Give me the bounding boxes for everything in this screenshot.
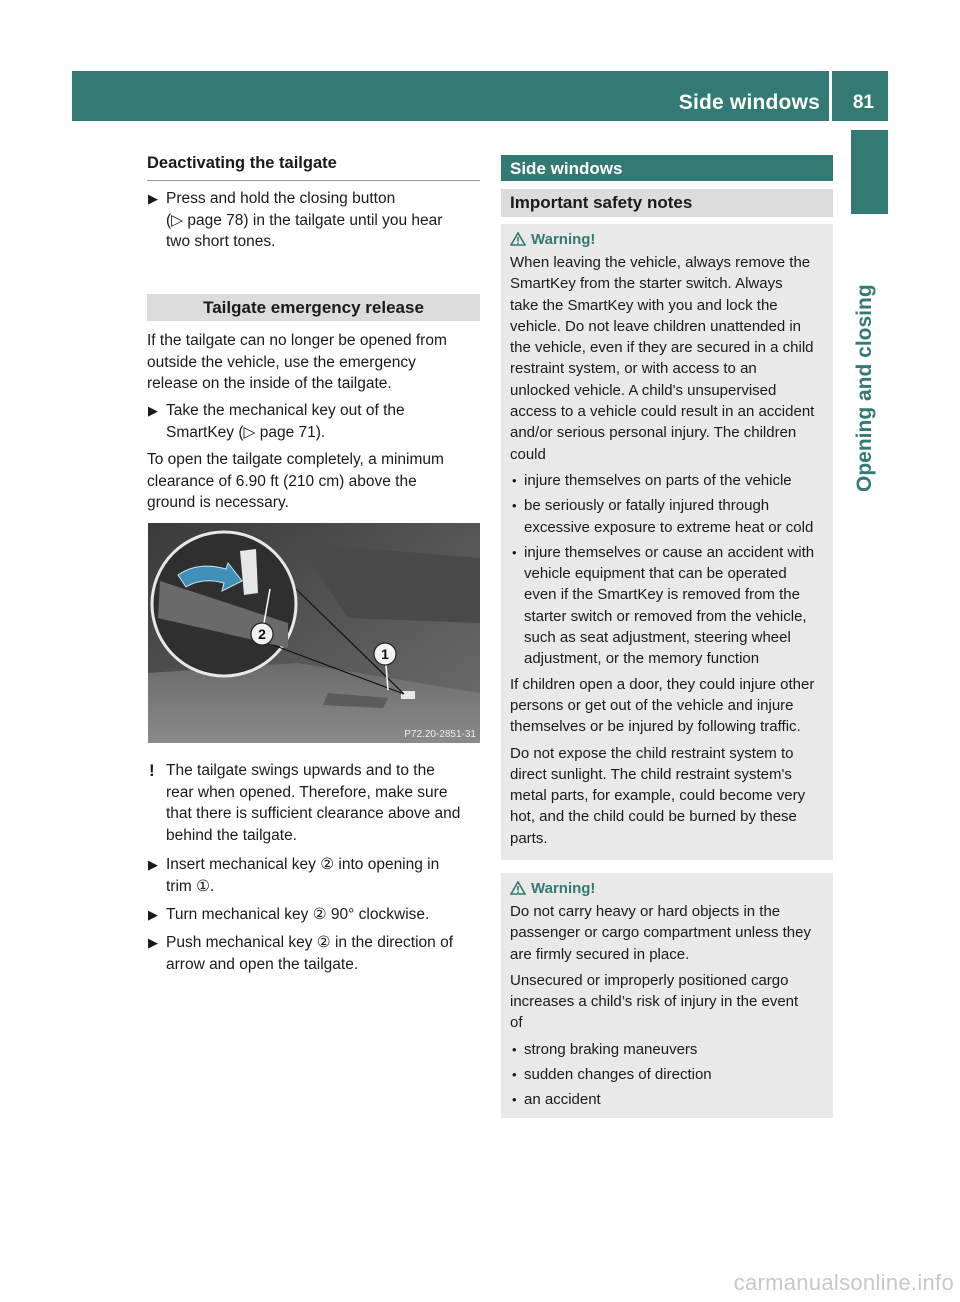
text-line: Take the mechanical key out of the <box>166 402 405 419</box>
notice-exclamation-icon: ! <box>149 761 155 780</box>
text-line: vehicle equipment that can be operated <box>524 565 787 583</box>
text-line: rear when opened. Therefore, make sure <box>166 783 448 801</box>
text-line: vehicle. Do not leave children unattended in <box>510 317 802 335</box>
warning1-bullet <box>510 470 826 491</box>
figure-code: P72.20-2851-31 <box>404 729 476 740</box>
page-number: 81 <box>852 92 874 113</box>
warning1-paragraph-3 <box>510 743 826 849</box>
text-line: persons or get out of the vehicle and injure <box>510 696 794 714</box>
text-line: take the SmartKey with you and lock the <box>510 296 778 314</box>
step-take-mechanical-key <box>147 400 480 443</box>
text-line: are firmly secured in place. <box>510 945 690 963</box>
step-insert-key <box>147 854 480 897</box>
text-line: passenger or cargo compartment unless they <box>510 924 811 942</box>
warning-title-text: Warning! <box>531 880 596 897</box>
text-line: two short tones. <box>166 233 276 250</box>
warning-box-cargo <box>501 873 833 1118</box>
text-line: trim ①. <box>166 877 215 895</box>
heading-tailgate-emergency-release <box>147 294 480 321</box>
text-line: hot, and the child could be burned by these <box>510 808 797 826</box>
warning-triangle-icon <box>510 232 526 246</box>
text-line: arrow and open the tailgate. <box>166 955 359 973</box>
text-line: be seriously or fatally injured through <box>524 497 770 515</box>
text-line: If children open a door, they could injure other <box>510 675 815 693</box>
text-line: Do not expose the child restraint system to <box>510 744 794 762</box>
text-line: adjustment, or the memory function <box>524 650 760 668</box>
text-line: If the tailgate can no longer be opened from <box>147 332 447 349</box>
step-push-key <box>147 932 480 975</box>
text-line: such as seat adjustment, steering wheel <box>524 629 791 647</box>
text-line: direct sunlight. The child restraint system's <box>510 765 792 783</box>
warning2-paragraph-2 <box>510 970 826 1034</box>
text-line: ground is necessary. <box>147 494 289 511</box>
step-arrow-icon: ▶ <box>148 907 158 922</box>
text-line: sudden changes of direction <box>524 1066 712 1084</box>
warning2-bullet <box>510 1064 826 1085</box>
text-line: and/or serious personal injury. The children <box>510 424 797 442</box>
warning2-bullet <box>510 1039 826 1060</box>
header-title: Side windows <box>678 91 820 114</box>
text-line: Do not carry heavy or hard objects in the <box>510 903 781 920</box>
warning2-paragraph-1 <box>510 901 826 965</box>
text-line: Press and hold the closing button <box>166 190 396 207</box>
subsection-important-safety-notes: Important safety notes <box>501 189 833 217</box>
step-arrow-icon: ▶ <box>148 935 158 950</box>
text-line: To open the tailgate completely, a minimum <box>147 451 444 468</box>
heading-text: Tailgate emergency release <box>203 298 424 317</box>
footer-watermark: carmanualsonline.info <box>733 1270 954 1295</box>
side-tab-block <box>851 130 888 214</box>
text-line: increases a child’s risk of injury in the event <box>510 993 799 1011</box>
text-line: restraint system, or with access to an <box>510 360 757 378</box>
text-line: SmartKey from the starter switch. Always <box>510 275 783 293</box>
warning1-paragraph-2 <box>510 674 826 738</box>
text-line: starter switch or removed from the vehicle, <box>524 607 807 625</box>
text-line: even if the SmartKey is removed from the <box>524 586 800 604</box>
step-press-closing-button <box>147 188 480 253</box>
text-line: of <box>510 1014 523 1032</box>
text-line: behind the tailgate. <box>166 826 297 844</box>
text-line: excessive exposure to extreme heat or cold <box>524 518 814 536</box>
text-line: Insert mechanical key ② into opening in <box>166 856 440 873</box>
tailgate-emergency-release-photo <box>148 523 480 743</box>
bullet-icon: • <box>512 1067 517 1083</box>
text-line: Turn mechanical key ② 90° clockwise. <box>166 906 430 923</box>
text-line: Push mechanical key ② in the direction of <box>166 934 454 951</box>
text-line: strong braking maneuvers <box>524 1040 698 1058</box>
text-line: SmartKey (▷ page 71). <box>166 423 326 441</box>
text-line: an accident <box>524 1091 601 1109</box>
bullet-icon: • <box>512 498 517 514</box>
text-line: parts. <box>510 829 548 847</box>
heading-deactivating-tailgate: Deactivating the tailgate <box>147 154 480 181</box>
bullet-icon: • <box>512 1092 517 1108</box>
text-line: the vehicle, even if they are secured in a child <box>510 339 814 357</box>
text-line: injure themselves on parts of the vehicle <box>524 471 792 489</box>
warning1-bullet <box>510 495 826 538</box>
text-line: Unsecured or improperly positioned cargo <box>510 971 789 989</box>
warning-triangle-icon <box>510 881 526 895</box>
step-turn-key <box>147 904 480 926</box>
step-arrow-icon: ▶ <box>148 857 158 872</box>
paragraph-emergency-intro <box>147 330 480 395</box>
bullet-icon: • <box>512 1041 517 1057</box>
text-line: clearance of 6.90 ft (210 cm) above the <box>147 472 417 490</box>
text-line: The tailgate swings upwards and to the <box>166 762 435 779</box>
text-line: When leaving the vehicle, always remove the <box>510 254 811 271</box>
text-line: metal parts, for example, could become very <box>510 787 806 805</box>
warning-title <box>510 231 826 248</box>
callout-2-label: 2 <box>258 626 266 642</box>
text-line: unlocked vehicle. A child's unsupervised <box>510 381 777 399</box>
warning1-bullet <box>510 542 826 670</box>
warning-box-children <box>501 224 833 860</box>
text-line: release on the inside of the tailgate. <box>147 375 392 392</box>
paragraph-clearance <box>147 449 480 514</box>
notice-tailgate-swings <box>147 760 480 846</box>
text-line: could <box>510 445 546 463</box>
trim-opening <box>401 691 415 699</box>
warning1-paragraph-1 <box>510 252 826 465</box>
text-line: that there is sufficient clearance above and <box>166 805 461 822</box>
step-arrow-icon: ▶ <box>148 403 158 418</box>
text-line: access to a vehicle could result in an accident <box>510 403 815 421</box>
warning-title <box>510 880 826 897</box>
callout-1-label: 1 <box>381 646 389 662</box>
bullet-icon: • <box>512 472 517 488</box>
text-line: outside the vehicle, use the emergency <box>147 353 416 371</box>
step-arrow-icon: ▶ <box>148 191 158 206</box>
text-line: (▷ page 78) in the tailgate until you hear <box>166 211 443 229</box>
text-line: themselves or be injured by following traffic. <box>510 718 801 736</box>
warning-title-text: Warning! <box>531 231 596 248</box>
header-separator <box>829 71 832 121</box>
section-title-side-windows: Side windows <box>501 155 833 181</box>
bullet-icon: • <box>512 544 517 560</box>
text-line: injure themselves or cause an accident with <box>524 543 815 561</box>
warning2-bullet <box>510 1089 826 1110</box>
side-tab-label: Opening and closing <box>853 284 876 492</box>
page-header-bar <box>72 71 888 121</box>
